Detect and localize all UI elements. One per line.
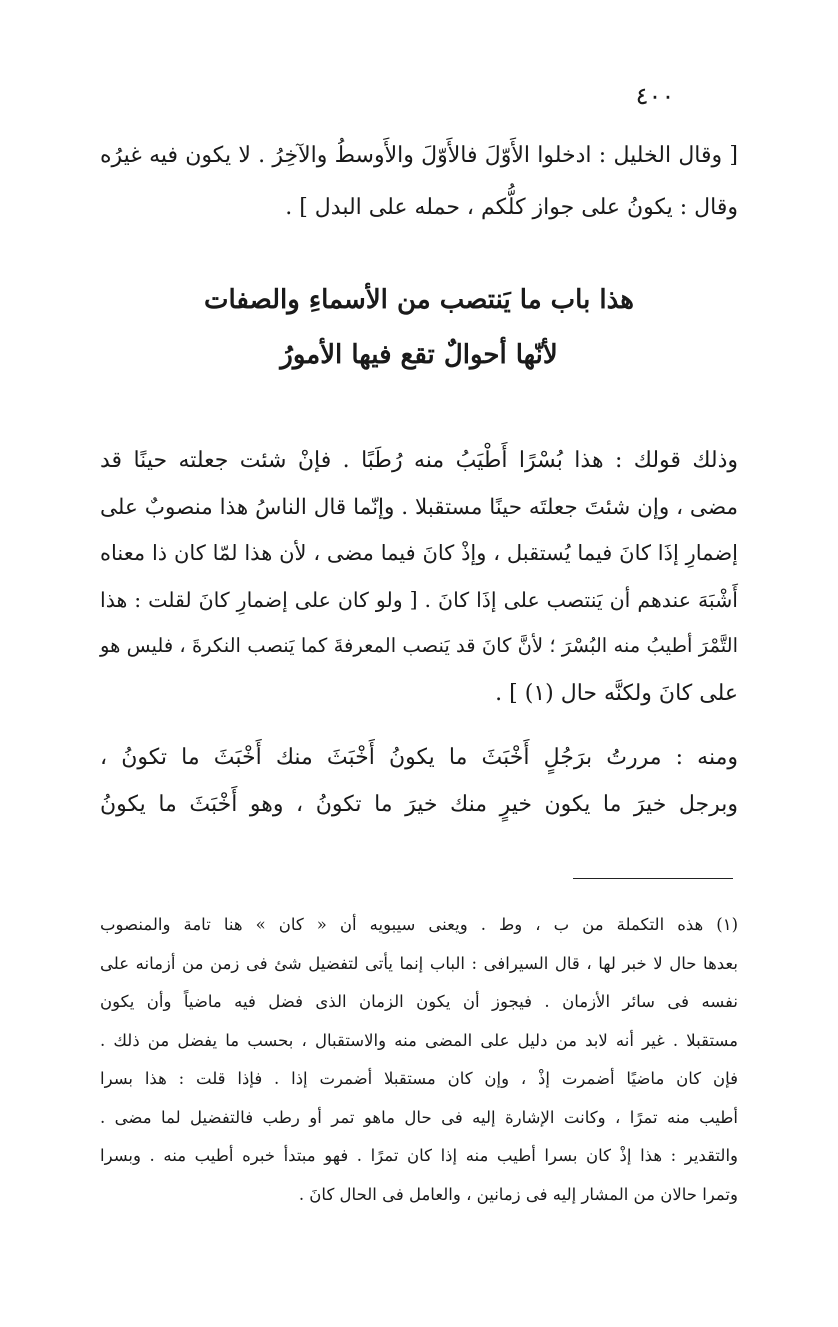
chapter-heading-line-2: لأنّها أحوالٌ تقع فيها الأمورُ	[280, 340, 558, 370]
footnote-divider	[573, 878, 733, 879]
footnote-line-8: وتمرا حالان من المشار إليه فى زمانين ، والعامل فى الحال كانَ .	[298, 1185, 738, 1204]
footnote-line-6: أطيب منه تمرًا ، وكانت الإشارة إليه فى حال ماهو تمر أو رطب فالتفضيل لما مضى .	[100, 1108, 738, 1127]
chapter-heading-line-1: هذا باب ما يَنتصب من الأسماءِ والصفات	[204, 285, 634, 315]
footnote-line-4: مستقبلا . غير أنه لابد من دليل على المضى منه والاستقبال ، بحسب ما يفضل من ذلك .	[100, 1031, 738, 1050]
paragraph1-line-4: أَشْبَهَ عندهم أن يَنتصب على إذَا كانَ . [ ولو كان على إضمارِ كانَ لقلت : هذا	[100, 588, 738, 612]
footnote-line-1: (١) هذه التكملة من ب ، وط . ويعنى سيبويه أن « كان » هنا تامة والمنصوب	[100, 915, 738, 934]
page-number: ٤٠٠	[635, 82, 675, 110]
intro-line-2: وقال : يكونُ على جواز كلُّكم ، حمله على البدل ] .	[285, 195, 738, 220]
footnote-line-3: نفسه فى سائر الأزمان . فيجوز أن يكون الزمان الذى فضل فيه ماضياً وأن يكون	[100, 992, 738, 1011]
paragraph2-line-2: وبرجل خيرَ ما يكون خيرٍ منك خيرَ ما تكونُ ، وهو أَخْبَثَ ما يكونُ	[100, 792, 738, 817]
paragraph1-line-2: مضى ، وإن شئتَ جعلتَه حينًا مستقبلا . وإنّما قال الناسُ هذا منصوبٌ على	[100, 495, 738, 520]
paragraph1-line-3: إضمارِ إذَا كانَ فيما يُستقبل ، وإذْ كانَ فيما مضى ، لأن هذا لمّا كان ذا معناه	[100, 541, 738, 565]
footnote-line-5: فإن كان ماضيًا أضمرت إذْ ، وإن كان مستقبلا أضمرت إذا . فإذا قلت : هذا بسرا	[100, 1069, 738, 1088]
paragraph2-line-1: ومنه : مررتُ برَجُلٍ أَخْبَثَ ما يكونُ أَخْبَثَ منك أَخْبَثَ ما تكونُ ،	[100, 745, 738, 770]
footnote-line-2: بعدها حال لا خبر لها ، قال السيرافى : الباب إنما يأتى لتفضيل شئ فى زمن من أزمانه على	[100, 954, 738, 973]
footnote-line-7: والتقدير : هذا إذْ كان بسرا أطيب منه إذا كان تمرًا . فهو مبتدأ خبره أطيب منه . وبسرا	[100, 1146, 738, 1165]
paragraph1-line-6: على كانَ ولكنَّه حال (١) ] .	[495, 681, 738, 706]
paragraph1-line-5: التَّمْرَ أطيبُ منه البُسْرَ ؛ لأنَّ كانَ قد يَنصب المعرفةَ كما يَنصب النكرةَ ، فليس هو	[100, 634, 738, 657]
intro-line-1: [ وقال الخليل : ادخلوا الأَوّلَ فالأَوّلَ والأَوسطُ والآخِرُ . لا يكون فيه غيرُه	[100, 143, 738, 168]
paragraph1-line-1: وذلك قولك : هذا بُسْرًا أَطْيَبُ منه رُطَبًا . فإنْ شئت جعلته حينًا قد	[100, 448, 738, 473]
